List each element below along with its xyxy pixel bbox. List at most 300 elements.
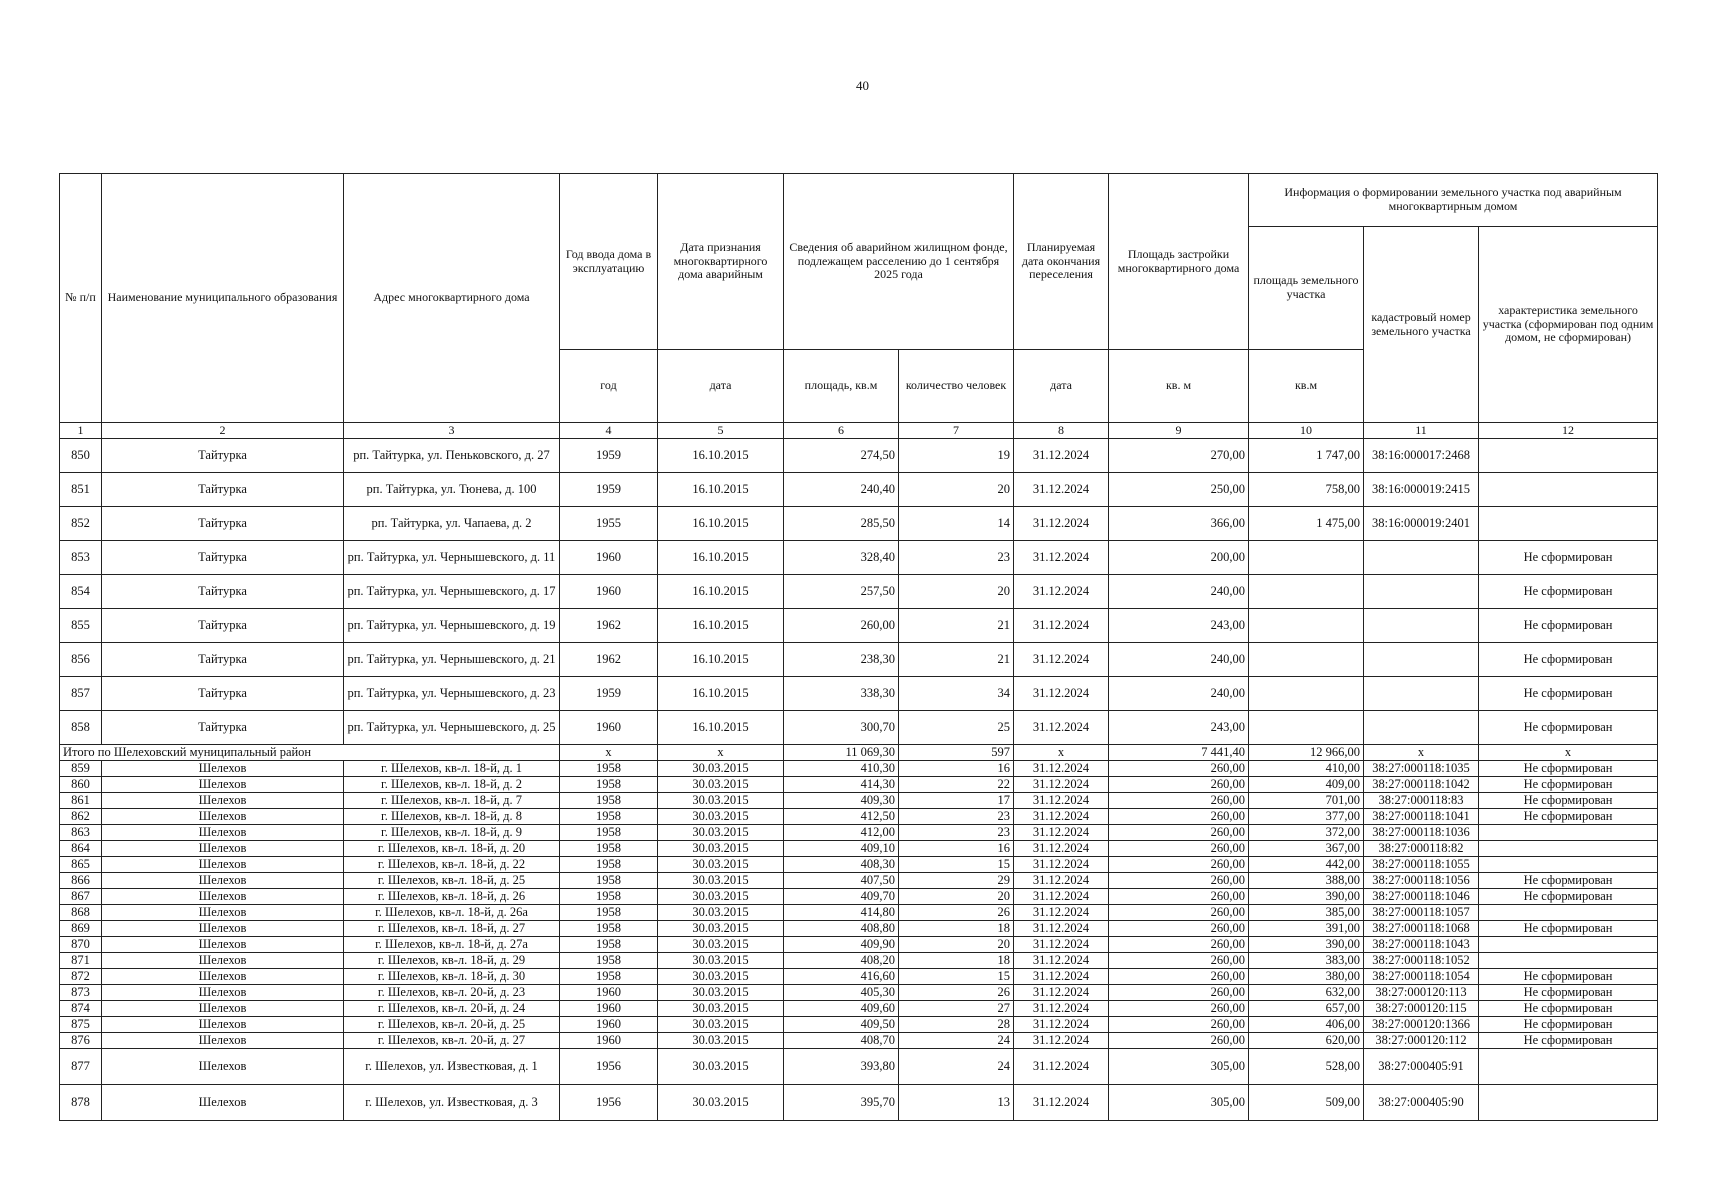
year-cell: 1958 [560,873,658,889]
planned-date-cell: 31.12.2024 [1014,541,1109,575]
year-cell: 1960 [560,1017,658,1033]
emergency-housing-table [59,173,1658,1121]
municipality-cell: Шелехов [102,1033,344,1049]
page-number: 40 [856,78,869,93]
building-area-cell: 260,00 [1109,1033,1249,1049]
column-number: 9 [1109,423,1249,439]
header-building-area: Площадь застройки многоквартирного дома [1109,174,1249,350]
planned-date-cell: 31.12.2024 [1014,609,1109,643]
housing-area-cell: 412,00 [784,825,899,841]
planned-date-cell: 31.12.2024 [1014,809,1109,825]
year-cell: 1956 [560,1049,658,1085]
header-date-recognized: Дата признания многоквартирного дома аварийным [658,174,784,350]
cadastral-number-cell: 38:27:000118:1042 [1364,777,1479,793]
land-area-cell: 442,00 [1249,857,1364,873]
recognition-date-cell: 16.10.2015 [658,711,784,745]
table-row [60,575,1658,609]
planned-date-cell: 31.12.2024 [1014,937,1109,953]
municipality-cell: Шелехов [102,793,344,809]
people-count-cell: 26 [899,905,1014,921]
column-number: 5 [658,423,784,439]
recognition-date-cell: 16.10.2015 [658,473,784,507]
building-area-cell: 260,00 [1109,873,1249,889]
housing-area-cell: 409,10 [784,841,899,857]
address-cell: г. Шелехов, кв-л. 18-й, д. 22 [344,857,560,873]
housing-area-cell: 408,70 [784,1033,899,1049]
table-row [60,1085,1658,1121]
building-area-cell: 250,00 [1109,473,1249,507]
housing-area-cell: 407,50 [784,873,899,889]
building-area-cell: 305,00 [1109,1049,1249,1085]
building-area-cell: 240,00 [1109,575,1249,609]
land-status-cell: Не сформирован [1479,777,1658,793]
row-number: 861 [60,793,102,809]
municipality-cell: Тайтурка [102,541,344,575]
municipality-cell: Шелехов [102,921,344,937]
land-area-cell: 509,00 [1249,1085,1364,1121]
building-area-cell: 260,00 [1109,921,1249,937]
housing-area-cell: 257,50 [784,575,899,609]
year-cell: 1958 [560,825,658,841]
people-count-cell: 27 [899,1001,1014,1017]
people-count-cell: 16 [899,841,1014,857]
municipality-cell: Шелехов [102,889,344,905]
year-cell: 1960 [560,1033,658,1049]
recognition-date-cell: 30.03.2015 [658,1085,784,1121]
housing-area-cell: 410,30 [784,761,899,777]
planned-date-cell: 31.12.2024 [1014,677,1109,711]
row-number: 854 [60,575,102,609]
column-number: 2 [102,423,344,439]
planned-date-cell: 31.12.2024 [1014,1049,1109,1085]
land-area-cell: 410,00 [1249,761,1364,777]
land-area-cell: 383,00 [1249,953,1364,969]
table-row [60,953,1658,969]
row-number: 850 [60,439,102,473]
recognition-date-cell: 30.03.2015 [658,761,784,777]
building-area-cell: 260,00 [1109,985,1249,1001]
year-cell: 1958 [560,953,658,969]
land-area-cell: 657,00 [1249,1001,1364,1017]
row-number: 870 [60,937,102,953]
table-row [60,439,1658,473]
municipality-cell: Шелехов [102,969,344,985]
row-number: 873 [60,985,102,1001]
year-cell: 1958 [560,777,658,793]
year-cell: 1958 [560,905,658,921]
housing-area-cell: 409,30 [784,793,899,809]
year-cell: 1958 [560,761,658,777]
year-cell: 1955 [560,507,658,541]
land-status-cell [1479,841,1658,857]
people-count-cell: 13 [899,1085,1014,1121]
building-area-cell: 260,00 [1109,1017,1249,1033]
land-status-cell: Не сформирован [1479,575,1658,609]
housing-area-cell: 238,30 [784,643,899,677]
municipality-cell: Тайтурка [102,609,344,643]
address-cell: г. Шелехов, ул. Известковая, д. 3 [344,1085,560,1121]
address-cell: рп. Тайтурка, ул. Пеньковского, д. 27 [344,439,560,473]
recognition-date-cell: 30.03.2015 [658,793,784,809]
people-count-cell: 20 [899,889,1014,905]
recognition-date-cell: 16.10.2015 [658,575,784,609]
land-area-cell [1249,711,1364,745]
people-count-cell: 24 [899,1033,1014,1049]
row-number: 858 [60,711,102,745]
cadastral-number-cell: 38:27:000120:113 [1364,985,1479,1001]
table-row [60,761,1658,777]
unit-date: дата [658,350,784,423]
recognition-date-cell: 30.03.2015 [658,1049,784,1085]
unit-date-planned: дата [1014,350,1109,423]
housing-area-cell: 408,30 [784,857,899,873]
land-area-cell: 388,00 [1249,873,1364,889]
row-number: 857 [60,677,102,711]
planned-date-cell: 31.12.2024 [1014,1033,1109,1049]
recognition-date-cell: 16.10.2015 [658,677,784,711]
cadastral-number-cell [1364,575,1479,609]
table-row [60,937,1658,953]
address-cell: г. Шелехов, кв-л. 18-й, д. 1 [344,761,560,777]
year-cell: 1958 [560,809,658,825]
row-number: 875 [60,1017,102,1033]
column-number: 1 [60,423,102,439]
row-number: 852 [60,507,102,541]
municipality-cell: Шелехов [102,1049,344,1085]
municipality-cell: Шелехов [102,761,344,777]
land-status-cell: Не сформирован [1479,609,1658,643]
building-area-cell: 260,00 [1109,825,1249,841]
housing-area-cell: 409,50 [784,1017,899,1033]
header-cadastral: кадастровый номер земельного участка [1364,227,1479,423]
table-row [60,889,1658,905]
total-plan-cell: х [1014,745,1109,761]
municipality-cell: Шелехов [102,825,344,841]
building-area-cell: 260,00 [1109,1001,1249,1017]
year-cell: 1958 [560,969,658,985]
row-number: 871 [60,953,102,969]
recognition-date-cell: 16.10.2015 [658,507,784,541]
housing-area-cell: 300,70 [784,711,899,745]
building-area-cell: 260,00 [1109,937,1249,953]
land-status-cell [1479,1049,1658,1085]
column-number: 3 [344,423,560,439]
land-area-cell: 620,00 [1249,1033,1364,1049]
land-area-cell: 380,00 [1249,969,1364,985]
municipality-cell: Шелехов [102,777,344,793]
municipality-cell: Тайтурка [102,643,344,677]
land-status-cell: Не сформирован [1479,541,1658,575]
table-row [60,793,1658,809]
recognition-date-cell: 30.03.2015 [658,1001,784,1017]
land-area-cell: 409,00 [1249,777,1364,793]
building-area-cell: 305,00 [1109,1085,1249,1121]
recognition-date-cell: 30.03.2015 [658,1017,784,1033]
building-area-cell: 260,00 [1109,905,1249,921]
people-count-cell: 34 [899,677,1014,711]
table-row [60,921,1658,937]
municipality-cell: Тайтурка [102,473,344,507]
recognition-date-cell: 30.03.2015 [658,825,784,841]
address-cell: г. Шелехов, кв-л. 20-й, д. 25 [344,1017,560,1033]
land-status-cell: Не сформирован [1479,809,1658,825]
housing-area-cell: 408,80 [784,921,899,937]
cadastral-number-cell: 38:27:000405:91 [1364,1049,1479,1085]
table-row [60,507,1658,541]
planned-date-cell: 31.12.2024 [1014,473,1109,507]
land-status-cell: Не сформирован [1479,677,1658,711]
year-cell: 1958 [560,889,658,905]
header-land-char: характеристика земельного участка (сформирован под одним домом, не сформирован) [1479,227,1658,423]
cadastral-number-cell: 38:27:000118:1041 [1364,809,1479,825]
column-number: 7 [899,423,1014,439]
municipality-cell: Шелехов [102,1001,344,1017]
table-row [60,1017,1658,1033]
housing-area-cell: 393,80 [784,1049,899,1085]
unit-area: площадь, кв.м [784,350,899,423]
planned-date-cell: 31.12.2024 [1014,841,1109,857]
planned-date-cell: 31.12.2024 [1014,1017,1109,1033]
land-area-cell: 758,00 [1249,473,1364,507]
land-status-cell: Не сформирован [1479,1001,1658,1017]
land-status-cell [1479,473,1658,507]
cadastral-number-cell: 38:27:000405:90 [1364,1085,1479,1121]
row-number: 868 [60,905,102,921]
table-row [60,1033,1658,1049]
municipality-cell: Тайтурка [102,507,344,541]
land-status-cell: Не сформирован [1479,643,1658,677]
planned-date-cell: 31.12.2024 [1014,889,1109,905]
total-build-cell: 7 441,40 [1109,745,1249,761]
cadastral-number-cell: 38:27:000118:1052 [1364,953,1479,969]
land-area-cell: 1 475,00 [1249,507,1364,541]
municipality-cell: Шелехов [102,841,344,857]
municipality-cell: Тайтурка [102,711,344,745]
people-count-cell: 28 [899,1017,1014,1033]
people-count-cell: 23 [899,825,1014,841]
row-number: 869 [60,921,102,937]
land-area-cell: 377,00 [1249,809,1364,825]
table-row [60,969,1658,985]
people-count-cell: 16 [899,761,1014,777]
year-cell: 1958 [560,937,658,953]
total-land-cell: 12 966,00 [1249,745,1364,761]
column-number: 12 [1479,423,1658,439]
people-count-cell: 21 [899,609,1014,643]
cadastral-number-cell: 38:27:000118:1054 [1364,969,1479,985]
land-area-cell [1249,677,1364,711]
cadastral-number-cell: 38:27:000118:1046 [1364,889,1479,905]
housing-area-cell: 414,30 [784,777,899,793]
address-cell: рп. Тайтурка, ул. Чернышевского, д. 17 [344,575,560,609]
planned-date-cell: 31.12.2024 [1014,1001,1109,1017]
address-cell: г. Шелехов, кв-л. 18-й, д. 26 [344,889,560,905]
cadastral-number-cell [1364,609,1479,643]
header-municipality: Наименование муниципального образования [102,174,344,423]
recognition-date-cell: 16.10.2015 [658,541,784,575]
table-row [60,473,1658,507]
building-area-cell: 260,00 [1109,889,1249,905]
municipality-cell: Шелехов [102,857,344,873]
people-count-cell: 21 [899,643,1014,677]
land-area-cell [1249,643,1364,677]
land-status-cell: Не сформирован [1479,873,1658,889]
cadastral-number-cell [1364,643,1479,677]
housing-area-cell: 409,70 [784,889,899,905]
housing-area-cell: 414,80 [784,905,899,921]
recognition-date-cell: 30.03.2015 [658,857,784,873]
people-count-cell: 23 [899,541,1014,575]
total-cad-cell: х [1364,745,1479,761]
planned-date-cell: 31.12.2024 [1014,1085,1109,1121]
land-area-cell: 390,00 [1249,937,1364,953]
building-area-cell: 260,00 [1109,841,1249,857]
address-cell: г. Шелехов, кв-л. 18-й, д. 30 [344,969,560,985]
planned-date-cell: 31.12.2024 [1014,873,1109,889]
municipality-cell: Шелехов [102,905,344,921]
land-status-cell: Не сформирован [1479,711,1658,745]
housing-area-cell: 409,60 [784,1001,899,1017]
municipality-cell: Тайтурка [102,677,344,711]
cadastral-number-cell: 38:27:000118:1035 [1364,761,1479,777]
people-count-cell: 17 [899,793,1014,809]
land-status-cell: Не сформирован [1479,761,1658,777]
total-label: Итого по Шелеховский муниципальный район [60,745,560,761]
land-status-cell [1479,937,1658,953]
people-count-cell: 15 [899,857,1014,873]
unit-people: количество человек [899,350,1014,423]
table-row [60,825,1658,841]
building-area-cell: 260,00 [1109,969,1249,985]
building-area-cell: 240,00 [1109,677,1249,711]
header-year-commissioned: Год ввода дома в эксплуатацию [560,174,658,350]
row-number: 851 [60,473,102,507]
table-row [60,985,1658,1001]
land-status-cell [1479,953,1658,969]
year-cell: 1960 [560,575,658,609]
column-number: 8 [1014,423,1109,439]
planned-date-cell: 31.12.2024 [1014,761,1109,777]
column-number: 4 [560,423,658,439]
municipality-cell: Шелехов [102,873,344,889]
land-status-cell [1479,507,1658,541]
people-count-cell: 18 [899,921,1014,937]
planned-date-cell: 31.12.2024 [1014,905,1109,921]
land-area-cell: 391,00 [1249,921,1364,937]
municipality-cell: Шелехов [102,809,344,825]
address-cell: г. Шелехов, кв-л. 18-й, д. 20 [344,841,560,857]
recognition-date-cell: 30.03.2015 [658,969,784,985]
unit-sqm: кв. м [1109,350,1249,423]
recognition-date-cell: 30.03.2015 [658,985,784,1001]
land-area-cell: 632,00 [1249,985,1364,1001]
building-area-cell: 260,00 [1109,857,1249,873]
cadastral-number-cell: 38:27:000120:115 [1364,1001,1479,1017]
land-status-cell: Не сформирован [1479,921,1658,937]
housing-area-cell: 285,50 [784,507,899,541]
table-row [60,1001,1658,1017]
year-cell: 1958 [560,841,658,857]
land-area-cell [1249,541,1364,575]
recognition-date-cell: 16.10.2015 [658,643,784,677]
land-area-cell [1249,575,1364,609]
row-number: 866 [60,873,102,889]
municipality-cell: Шелехов [102,1085,344,1121]
year-cell: 1958 [560,857,658,873]
row-number: 853 [60,541,102,575]
cadastral-number-cell: 38:27:000118:1056 [1364,873,1479,889]
cadastral-number-cell: 38:27:000118:1036 [1364,825,1479,841]
planned-date-cell: 31.12.2024 [1014,575,1109,609]
table-row [60,609,1658,643]
column-number: 6 [784,423,899,439]
address-cell: рп. Тайтурка, ул. Чернышевского, д. 11 [344,541,560,575]
address-cell: рп. Тайтурка, ул. Чернышевского, д. 19 [344,609,560,643]
people-count-cell: 22 [899,777,1014,793]
recognition-date-cell: 30.03.2015 [658,841,784,857]
building-area-cell: 260,00 [1109,777,1249,793]
header-land-area: площадь земельного участка [1249,227,1364,350]
address-cell: г. Шелехов, кв-л. 20-й, д. 27 [344,1033,560,1049]
municipality-cell: Шелехов [102,985,344,1001]
address-cell: г. Шелехов, кв-л. 18-й, д. 8 [344,809,560,825]
row-number: 865 [60,857,102,873]
land-area-cell: 701,00 [1249,793,1364,809]
land-status-cell: Не сформирован [1479,969,1658,985]
planned-date-cell: 31.12.2024 [1014,507,1109,541]
planned-date-cell: 31.12.2024 [1014,793,1109,809]
municipality-cell: Тайтурка [102,575,344,609]
row-number: 860 [60,777,102,793]
total-year-cell: х [560,745,658,761]
building-area-cell: 260,00 [1109,793,1249,809]
column-number-row [60,423,1658,439]
land-area-cell: 385,00 [1249,905,1364,921]
cadastral-number-cell: 38:27:000118:82 [1364,841,1479,857]
housing-area-cell: 260,00 [784,609,899,643]
people-count-cell: 18 [899,953,1014,969]
table-row [60,711,1658,745]
table-row [60,841,1658,857]
total-people-cell: 597 [899,745,1014,761]
recognition-date-cell: 30.03.2015 [658,937,784,953]
unit-sqm-land: кв.м [1249,350,1364,423]
building-area-cell: 270,00 [1109,439,1249,473]
land-status-cell: Не сформирован [1479,889,1658,905]
year-cell: 1959 [560,677,658,711]
header-emergency-fund: Сведения об аварийном жилищном фонде, подлежащем расселению до 1 сентября 2025 года [784,174,1014,350]
people-count-cell: 24 [899,1049,1014,1085]
municipality-cell: Шелехов [102,937,344,953]
cadastral-number-cell: 38:27:000120:112 [1364,1033,1479,1049]
municipality-cell: Тайтурка [102,439,344,473]
address-cell: г. Шелехов, кв-л. 18-й, д. 2 [344,777,560,793]
address-cell: г. Шелехов, кв-л. 20-й, д. 24 [344,1001,560,1017]
table-row [60,777,1658,793]
building-area-cell: 243,00 [1109,609,1249,643]
header-planned-date: Планируемая дата окончания переселения [1014,174,1109,350]
row-number: 863 [60,825,102,841]
planned-date-cell: 31.12.2024 [1014,711,1109,745]
planned-date-cell: 31.12.2024 [1014,825,1109,841]
header-land-info: Информация о формировании земельного участка под аварийным многоквартирным домом [1249,174,1658,227]
year-cell: 1958 [560,793,658,809]
land-status-cell [1479,439,1658,473]
year-cell: 1956 [560,1085,658,1121]
municipality-cell: Шелехов [102,1017,344,1033]
land-area-cell: 367,00 [1249,841,1364,857]
people-count-cell: 25 [899,711,1014,745]
